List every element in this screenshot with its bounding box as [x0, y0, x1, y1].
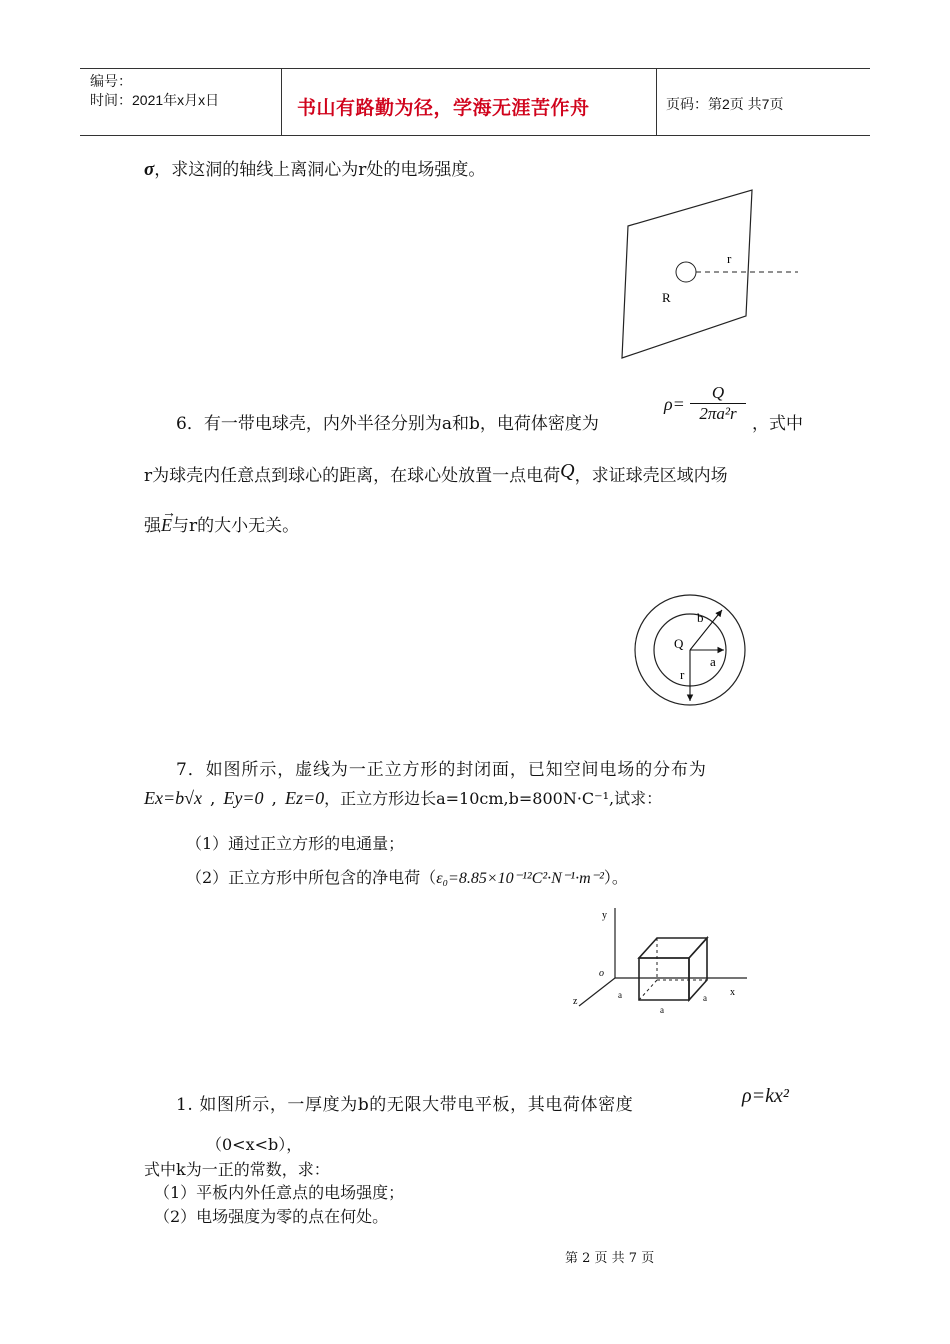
fig-y-label: y — [602, 910, 607, 921]
fig-z-label: z — [573, 996, 578, 1007]
q6-line3 — [144, 506, 300, 538]
q7-ex: Ex=b√x — [144, 788, 202, 808]
fig-o-label: o — [599, 968, 604, 979]
q6-rho-fraction — [690, 383, 746, 424]
fig-a1-label: a — [618, 990, 622, 1000]
fig-r-label: r — [680, 667, 685, 682]
q7-side: ，正立方形边长a=10cm,b=800N·C⁻¹,试求： — [324, 789, 663, 808]
page-footer: 第 2 页 共 7 页 — [565, 1251, 655, 1266]
q6-line2-a: r为球壳内任意点到球心的距离，在球心处放置一点电荷 — [144, 466, 561, 486]
fig-a2-label: a — [660, 1005, 664, 1015]
q5-tail-line — [144, 158, 485, 182]
p1-rho: ρ=kx² — [742, 1085, 789, 1107]
q6-vector-E: → E — [161, 506, 176, 535]
q6-line2-b: ，求证球壳区域内场 — [574, 466, 728, 486]
q7-sub2-a: （2）正立方形中所包含的净电荷（ — [186, 868, 437, 887]
header-top-border — [80, 68, 870, 69]
q7-ez: Ez=0 — [284, 788, 325, 808]
header-divider-left — [281, 68, 282, 135]
fig-b-label: b — [697, 610, 704, 625]
q6-line2 — [144, 460, 728, 488]
q7-epsilon: ε₀=8.85×10⁻¹²C²·N⁻¹·m⁻² — [436, 870, 604, 887]
q7-sub1: （1）通过正立方形的电通量； — [186, 834, 405, 853]
q7-line1: 7．如图所示，虚线为一正立方形的封闭面，已知空间电场的分布为 — [176, 760, 707, 780]
header-time-label: 时间：2021年x月x日 — [90, 92, 220, 108]
q7-line2: Ex=b√x , Ey=0 , Ez=0，正立方形边长a=10cm,b=800N·C⁻¹,试求： — [144, 788, 663, 809]
plane-hole-figure — [600, 180, 820, 370]
header-bottom-border — [80, 135, 870, 136]
header-code-label: 编号： — [90, 73, 132, 89]
q6-frac-num: Q — [711, 383, 725, 402]
p1-line1: 1. 如图所示，一厚度为b的无限大带电平板，其电荷体密度 — [176, 1095, 634, 1115]
header-page-label: 页码：第2页 共7页 — [666, 96, 784, 112]
q6-rho: ρ= — [664, 394, 685, 414]
spherical-shell-figure — [630, 593, 750, 713]
q6-line1: 6．有一带电球壳，内外半径分别为a和b，电荷体密度为 — [176, 414, 599, 434]
cube-figure — [565, 900, 755, 1020]
p1-line2: 式中k为一正的常数，求： — [144, 1160, 330, 1179]
fig-R-label: R — [662, 290, 671, 305]
fig-a-label: a — [710, 654, 716, 669]
p1-sub1: （1）平板内外任意点的电场强度； — [154, 1183, 405, 1202]
fig-x-label: x — [730, 987, 735, 998]
fig-r-label: r — [727, 251, 732, 266]
fig-Q-label: Q — [674, 636, 684, 651]
p1-range: （0<x<b）， — [206, 1135, 303, 1154]
q6-charge-Q: Q — [560, 460, 575, 482]
sigma-symbol: σ — [144, 159, 155, 180]
q7-sub2 — [186, 866, 628, 891]
q6-line3-b: 与r的大小无关。 — [172, 516, 300, 536]
header-divider-right — [656, 68, 657, 135]
q6-line1-after: ，式中 — [752, 414, 803, 434]
q7-sub2-b: ）。 — [603, 868, 628, 887]
header-motto: 书山有路勤为径，学海无涯苦作舟 — [297, 97, 590, 119]
fig-a3-label: a — [703, 993, 707, 1003]
q6-line3-a: 强 — [144, 516, 161, 536]
q7-ey: Ey=0 — [223, 788, 264, 808]
q5-tail-text: ，求这洞的轴线上离洞心为r处的电场强度。 — [154, 160, 486, 180]
p1-sub2: （2）电场强度为零的点在何处。 — [154, 1207, 389, 1226]
q6-frac-den: 2πa²r — [699, 404, 737, 423]
